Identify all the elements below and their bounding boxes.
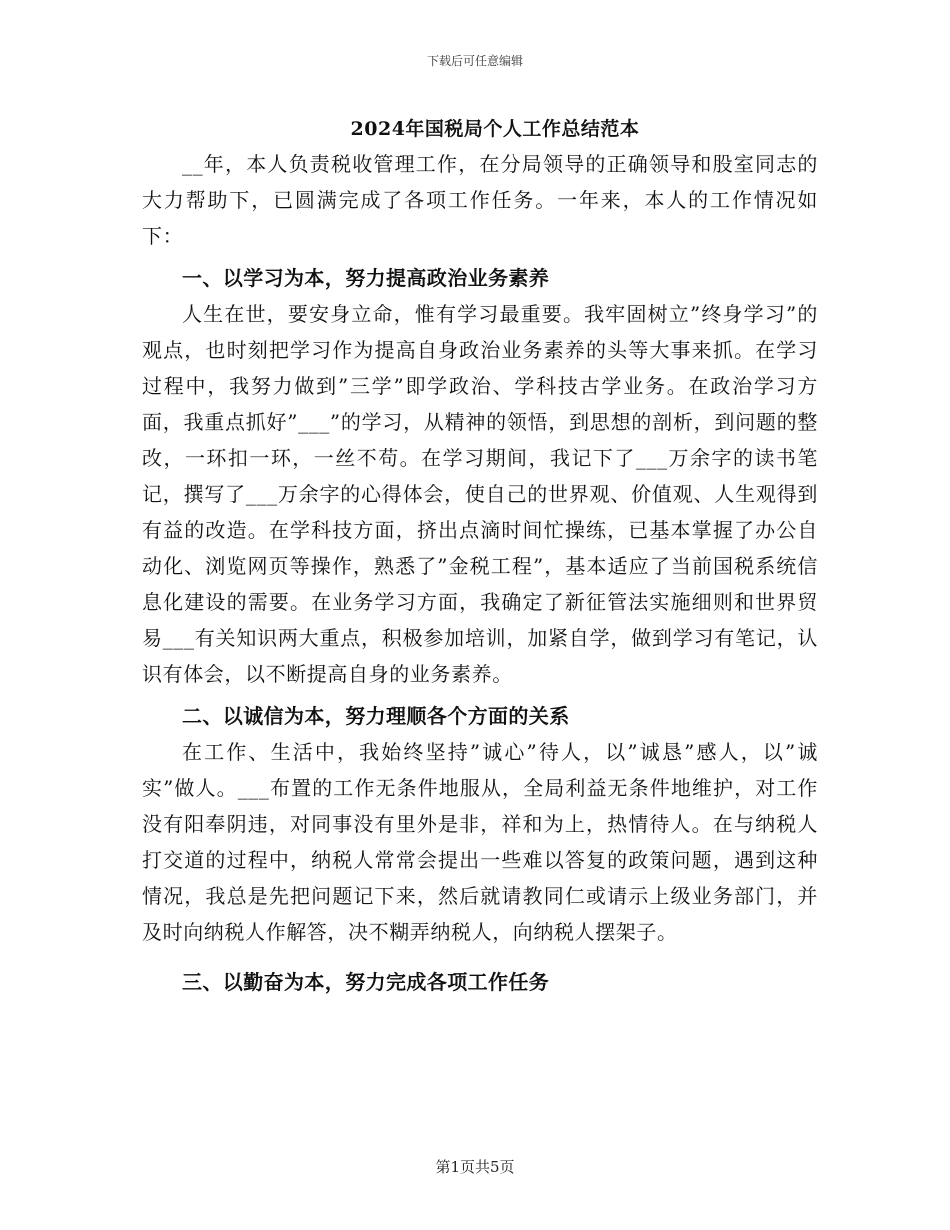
section-heading-2: 二、以诚信为本，努力理顺各个方面的关系 — [182, 704, 570, 728]
header-note: 下载后可任意编辑 — [426, 54, 523, 68]
section-heading-1: 一、以学习为本，努力提高政治业务素养 — [182, 266, 550, 290]
intro-paragraph: __年，本人负责税收管理工作，在分局领导的正确领导和股室同志的大力帮助下，已圆满完成了各项工作任务。一年来，本人的工作情况如下： — [142, 152, 818, 248]
document-body — [142, 146, 818, 1000]
section-body-2: 在工作、生活中，我始终坚持”诚心”待人，以”诚恳”感人，以”诚实”做人。___布置的工作无条件地服从，全局利益无条件地维护，对工作没有阳奉阴违，对同事没有里外是非，祥和为上，热情待人。在与纳税人打交道的过程中，纳税人常常会提出一些难以答复的政策问题，遇到这种情况，我总是先把问题记下来，然后就请教同仁或请示上级业务部门，并及时向纳税人作解答，决不糊弄纳税人，向纳税人摆架子。 — [142, 740, 818, 944]
document-title: 2024年国税局个人工作总结范本 — [350, 118, 640, 140]
section-heading-3: 三、以勤奋为本，努力完成各项工作任务 — [182, 970, 550, 994]
section-body-1: 人生在世，要安身立命，惟有学习最重要。我牢固树立”终身学习”的观点，也时刻把学习作为提高自身政治业务素养的头等大事来抓。在学习过程中，我努力做到”三学”即学政治、学科技古学业务。在政治学习方面，我重点抓好”___”的学习，从精神的领悟，到思想的剖析，到问题的整改，一环扣一环，一丝不苟。在学习期间，我记下了___万余字的读书笔记，撰写了___万余字的心得体会，使自己的世界观、价值观、人生观得到有益的改造。在学科技方面，挤出点滴时间忙操练，已基本掌握了办公自动化、浏览网页等操作，熟悉了”金税工程”，基本适应了当前国税系统信息化建设的需要。在业务学习方面，我确定了新征管法实施细则和世界贸易___有关知识两大重点，积极参加培训，加紧自学，做到学习有笔记，认识有体会，以不断提高自身的业务素养。 — [142, 302, 818, 686]
page-number: 第1页共5页 — [435, 1158, 515, 1176]
